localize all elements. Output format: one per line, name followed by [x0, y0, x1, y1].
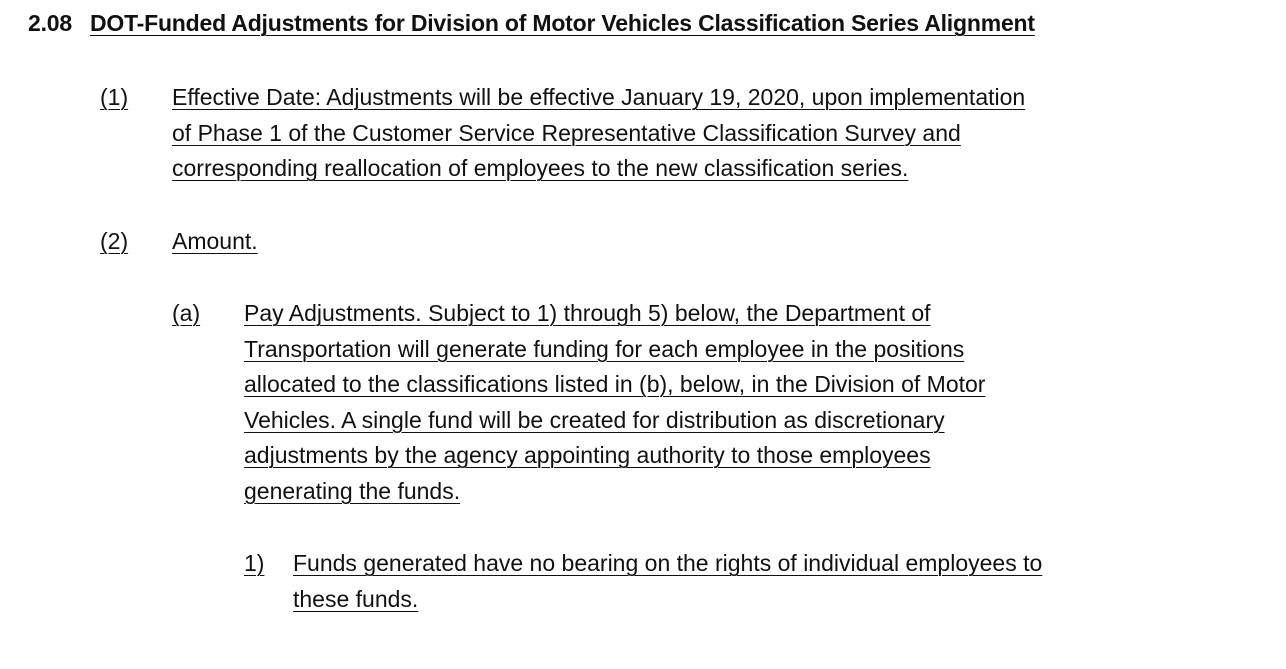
paragraph-1-effective-date [100, 80, 1200, 190]
paragraph-marker: (a) [172, 300, 201, 326]
text-line: generating the funds. [244, 477, 461, 504]
section-heading [28, 10, 1035, 37]
paragraph-marker: 1) [244, 550, 265, 576]
text-line: allocated to the classifications listed in (b), below, in the Division of Motor [244, 371, 986, 397]
text-line: these funds. [293, 585, 419, 612]
section-title: DOT-Funded Adjustments for Division of Motor Vehicles Classification Series Alignment [89, 10, 1035, 36]
text-line: Amount. [172, 228, 258, 254]
paragraph-marker: (2) [100, 228, 129, 254]
paragraph-text [172, 224, 258, 260]
text-line: corresponding reallocation of employees to the new classification series. [172, 155, 909, 181]
paragraph-text [172, 80, 1025, 187]
paragraph-text [244, 296, 985, 509]
text-line: Transportation will generate funding for each employee in the positions [244, 335, 965, 362]
text-line: adjustments by the agency appointing authority to those employees [244, 442, 931, 468]
text-line: Funds generated have no bearing on the rights of individual employees to [293, 550, 1043, 576]
paragraph-marker: (1) [100, 84, 129, 110]
text-line: Vehicles. A single fund will be created for distribution as discretionary [244, 406, 945, 433]
section-number: 2.08 [28, 10, 72, 36]
subparagraph-a-pay-adjustments [172, 296, 1172, 516]
paragraph-2-amount [100, 224, 500, 264]
text-line: Effective Date: Adjustments will be effective January 19, 2020, upon implementation [172, 84, 1026, 110]
text-line: Pay Adjustments. Subject to 1) through 5) below, the Department of [244, 300, 931, 326]
text-line: of Phase 1 of the Customer Service Representative Classification Survey and [172, 119, 961, 146]
subparagraph-1-funds-generated [244, 546, 1244, 626]
paragraph-text [293, 546, 1042, 617]
